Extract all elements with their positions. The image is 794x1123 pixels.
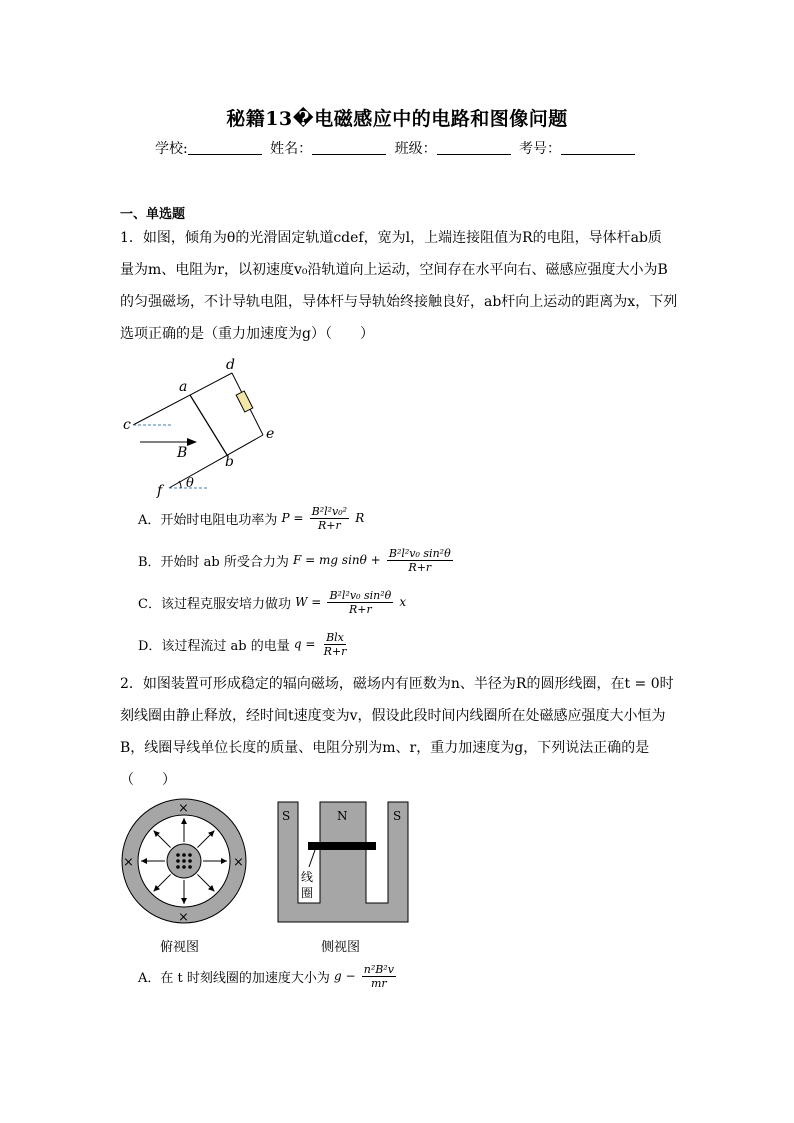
- angle-arc: [179, 481, 181, 488]
- label-B: B: [177, 445, 188, 461]
- label-b: b: [225, 454, 234, 470]
- option-1-d[interactable]: D．该过程流过 ab 的电量 q = $\frac{\text{Blx}}{R+r}$: [138, 631, 347, 658]
- field-dot: [182, 859, 186, 863]
- field-dot: [176, 859, 180, 863]
- question-1-figure: [115, 355, 285, 500]
- class-label: 班级：: [394, 141, 437, 157]
- coil-bar: [308, 842, 376, 850]
- coil-pointer: [309, 850, 315, 867]
- field-dot: [176, 865, 180, 869]
- school-label: 学校:: [154, 141, 188, 157]
- side-view-caption: 侧视图: [321, 940, 361, 955]
- option-2-a[interactable]: A．在 t 时刻线圈的加速度大小为 g − $\frac{\text{n²B²v}}{mr}$: [138, 963, 394, 990]
- label-c: c: [123, 417, 131, 433]
- fraction: $\frac{\text{n²B²v}}{mr}$: [363, 963, 394, 990]
- option-1-c[interactable]: C．该过程克服安培力做功 W = $\frac{\text{B²l²v₀ sin²θ}}{R+r}$ x: [138, 589, 407, 616]
- label-theta: θ: [186, 476, 194, 491]
- rail-fe: [169, 435, 263, 488]
- cross-right-icon: ×: [233, 855, 244, 870]
- name-blank: [312, 142, 386, 155]
- page-title: 秘籍13�电磁感应中的电路和图像问题: [226, 108, 568, 130]
- rod-ab: [190, 395, 227, 455]
- option-1-b[interactable]: B．开始时 ab 所受合力为 F = mg sinθ + $\frac{\text{B²l²v₀ sin²θ}}{R+r}$: [138, 547, 451, 574]
- cross-bottom-icon: ×: [178, 910, 189, 925]
- student-info-line: [0, 138, 794, 158]
- field-dot: [182, 853, 186, 857]
- number-blank: [561, 142, 635, 155]
- fraction: $\frac{\text{B²l²v₀²}}{R+r}$: [311, 505, 348, 532]
- question-1-text: [120, 222, 680, 350]
- cross-top-icon: ×: [178, 801, 189, 816]
- top-view-figure: [118, 797, 253, 927]
- label-a: a: [179, 379, 188, 395]
- label-coil-1: 线: [301, 870, 314, 884]
- center-dots: [176, 853, 192, 869]
- field-dot: [188, 853, 192, 857]
- class-blank: [437, 142, 511, 155]
- option-1-a[interactable]: A．开始时电阻电功率为 P = $\frac{\text{B²l²v₀²}}{R+r}$ R: [138, 505, 365, 532]
- field-dot: [188, 865, 192, 869]
- label-s-left: S: [282, 809, 291, 823]
- question-1-line: 选项正确的是（重力加速度为g）（ ）: [120, 326, 374, 342]
- field-dot: [182, 865, 186, 869]
- label-f: f: [157, 483, 163, 499]
- fraction: $\frac{\text{B²l²v₀ sin²θ}}{R+r}$: [329, 589, 392, 616]
- label-s-right: S: [393, 809, 402, 823]
- question-2-line: 刻线圈由静止释放，经时间t速度变为v，假设此段时间内线圈所在处磁感应强度大小恒为: [120, 708, 666, 724]
- question-2-text: [120, 668, 680, 796]
- question-2-line: 2．如图装置可形成稳定的辐向磁场，磁场内有匝数为n、半径为R的圆形线圈，在t = 0时: [120, 676, 674, 692]
- b-field-arrowhead: [187, 438, 197, 446]
- question-2-line: （ ）: [120, 772, 176, 788]
- field-dot: [188, 859, 192, 863]
- question-1-line: 量为m、电阻为r，以初速度v₀沿轨道向上运动，空间存在水平向右、磁感应强度大小为B: [120, 262, 668, 278]
- section-heading: 一、单选题: [120, 207, 186, 222]
- number-label: 考号：: [519, 141, 562, 157]
- cross-left-icon: ×: [123, 855, 134, 870]
- school-blank: [188, 142, 262, 155]
- question-2-line: B，线圈导线单位长度的质量、电阻分别为m、r，重力加速度为g，下列说法正确的是: [120, 740, 650, 756]
- label-e: e: [266, 426, 275, 442]
- label-n: N: [337, 809, 348, 823]
- question-1-line: 的匀强磁场，不计导轨电阻，导体杆与导轨始终接触良好，ab杆向上运动的距离为x，下列: [120, 294, 678, 310]
- resistor: [236, 391, 253, 412]
- top-view-caption: 俯视图: [160, 940, 200, 955]
- name-label: 姓名：: [270, 141, 313, 157]
- fraction: $\frac{\text{B²l²v₀ sin²θ}}{R+r}$: [388, 547, 451, 574]
- label-d: d: [226, 357, 235, 373]
- question-1-line: 1．如图，倾角为θ的光滑固定轨道cdef，宽为l，上端连接阻值为R的电阻，导体杆ab质: [120, 230, 662, 246]
- fraction: $\frac{\text{Blx}}{R+r}$: [323, 631, 347, 658]
- field-dot: [176, 853, 180, 857]
- side-view-figure: [277, 801, 409, 923]
- label-coil-2: 圈: [301, 886, 314, 900]
